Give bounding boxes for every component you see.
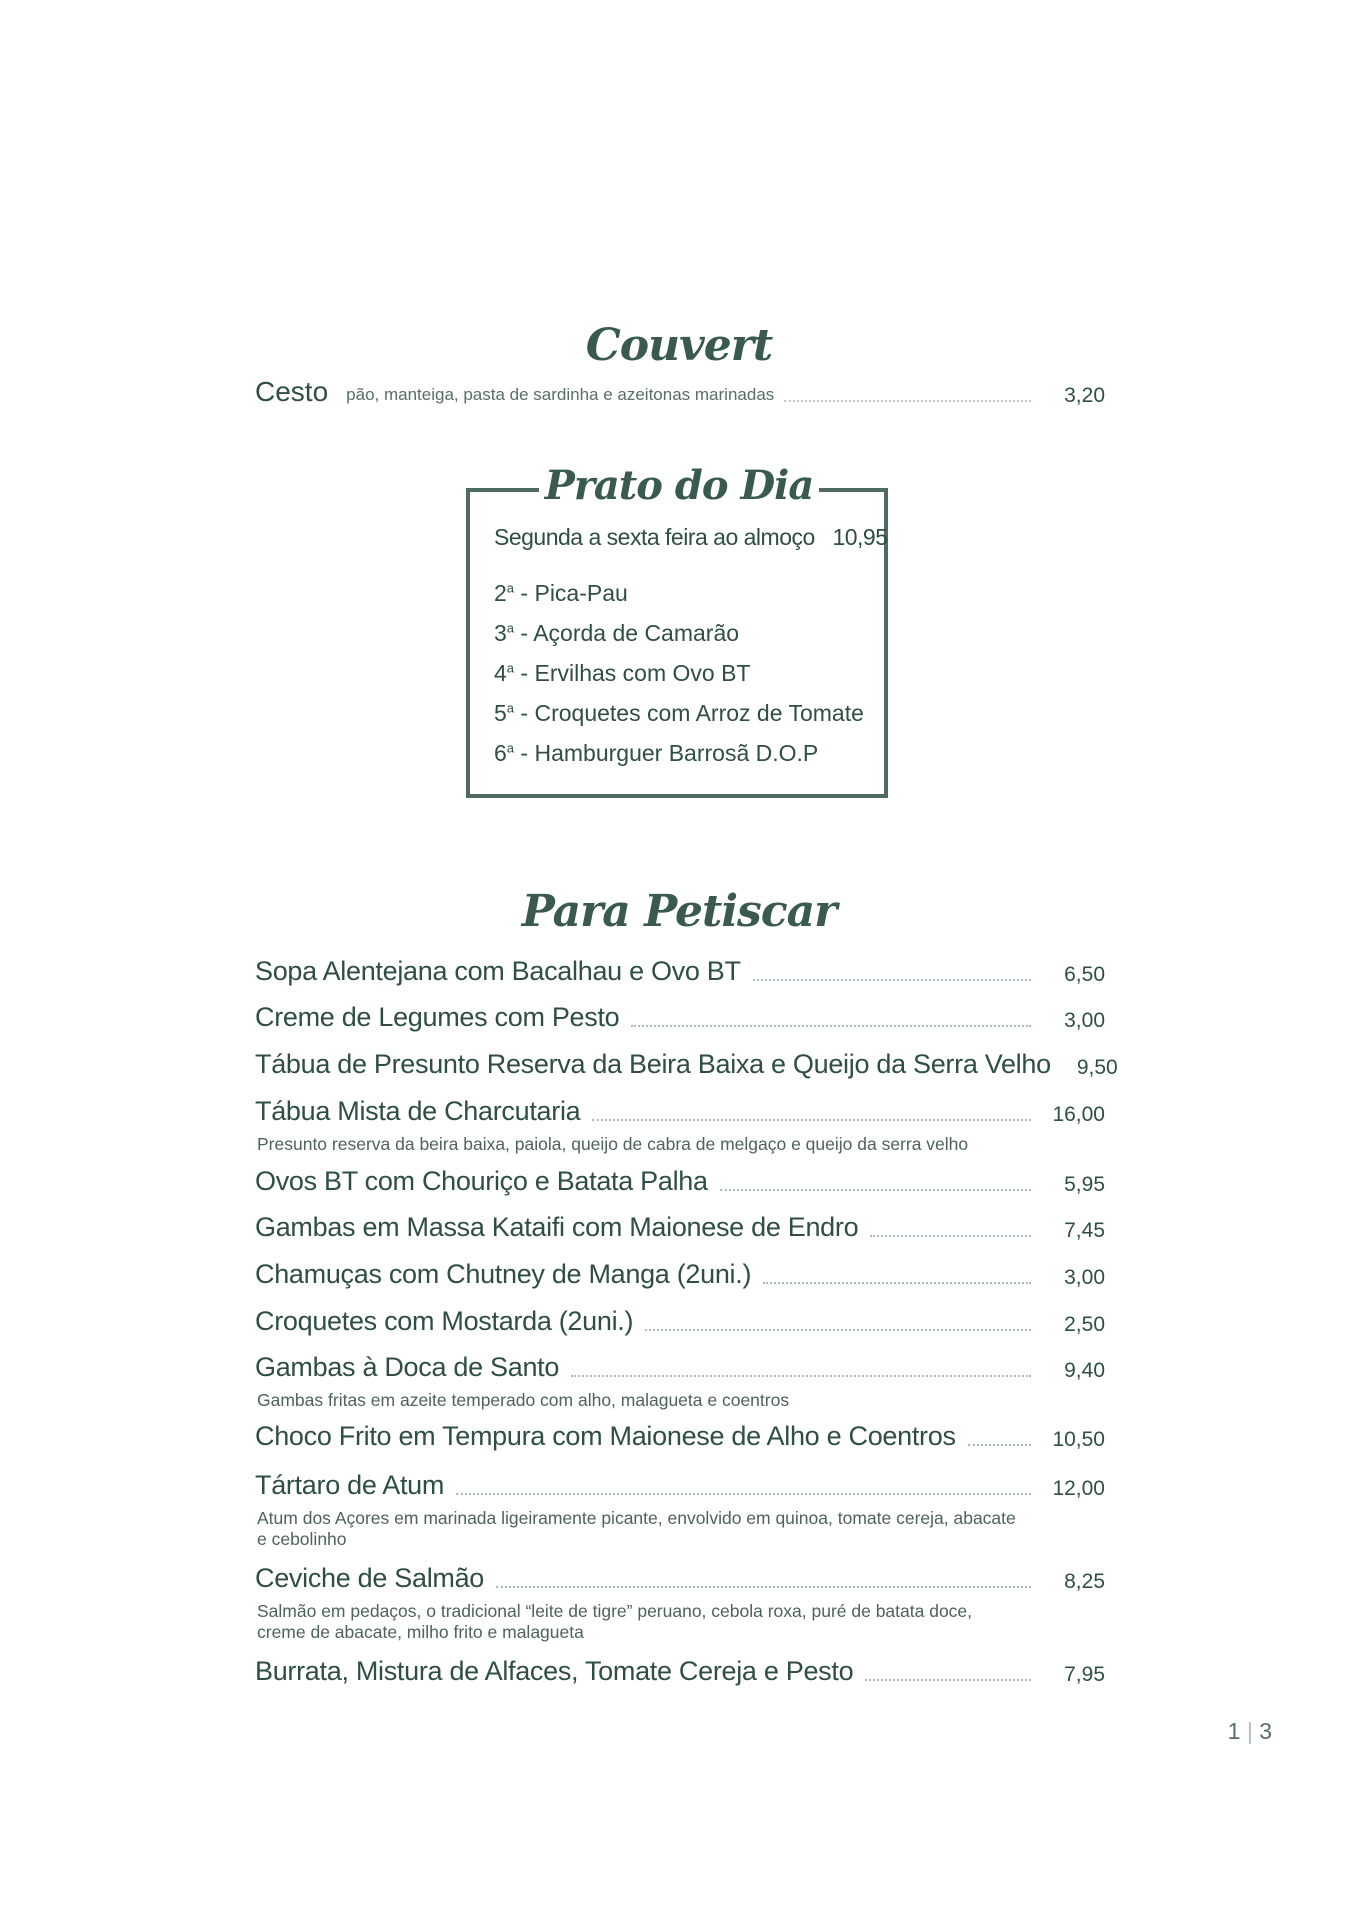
dotted-leader — [763, 1281, 1031, 1284]
item-name: Tártaro de Atum — [255, 1470, 445, 1500]
item-price: 9,40 — [1064, 1359, 1105, 1382]
item-name: Gambas à Doca de Santo — [255, 1352, 560, 1382]
day-ordinal: a — [506, 580, 515, 596]
day-number: 4 — [494, 660, 507, 686]
item-price: 3,20 — [1064, 384, 1105, 407]
item-name: Cesto — [255, 376, 329, 407]
item-price: 7,45 — [1064, 1219, 1105, 1242]
menu-item — [255, 1421, 1105, 1452]
prato-do-dia-title: Prato do Dia — [539, 462, 820, 509]
item-name: Burrata, Mistura de Alfaces, Tomate Cereja e Pesto — [255, 1656, 854, 1686]
day-number: 6 — [494, 740, 507, 766]
item-price: 9,50 — [1076, 1056, 1118, 1079]
prato-do-dia-title-wrap — [0, 462, 1358, 509]
dotted-leader — [784, 399, 1031, 402]
dotted-leader — [865, 1678, 1031, 1681]
day-ordinal: a — [506, 700, 515, 716]
prato-do-dia-item: 2$^a$ - Pica-Pau — [494, 580, 628, 606]
prato-do-dia-subtitle-line — [494, 524, 888, 551]
day-number: 3 — [494, 620, 507, 646]
dotted-leader — [870, 1234, 1031, 1237]
item-price: 3,00 — [1064, 1009, 1105, 1032]
menu-item — [255, 1049, 1118, 1080]
menu-item — [255, 1259, 1105, 1290]
page-separator: | — [1246, 1718, 1253, 1744]
item-description: Atum dos Açores em marinada ligeiramente picante, envolvido em quinoa, tomate cereja, abacate e cebolinho — [257, 1508, 1016, 1549]
item-price: 12,00 — [1052, 1477, 1105, 1500]
prato-do-dia-item: 4$^a$ - Ervilhas com Ovo BT — [494, 660, 751, 686]
item-description: Gambas fritas em azeite temperado com alho, malagueta e coentros — [257, 1390, 790, 1410]
dotted-leader — [571, 1374, 1031, 1377]
item-price: 10,50 — [1052, 1428, 1105, 1451]
dotted-leader — [496, 1585, 1031, 1588]
item-name: Ceviche de Salmão — [255, 1563, 485, 1593]
menu-item — [255, 1306, 1105, 1337]
page-total: 3 — [1259, 1718, 1272, 1744]
menu-item — [255, 956, 1105, 987]
item-price: 8,25 — [1064, 1570, 1105, 1593]
item-name: Creme de Legumes com Pesto — [255, 1002, 620, 1032]
day-dish: Açorda de Camarão — [533, 620, 740, 646]
day-dish: Ervilhas com Ovo BT — [534, 660, 751, 686]
para-petiscar-title: Para Petiscar — [521, 886, 837, 937]
item-name: Croquetes com Mostarda (2uni.) — [255, 1306, 634, 1336]
dotted-leader — [968, 1443, 1031, 1446]
dotted-leader — [631, 1024, 1031, 1027]
menu-item — [255, 1656, 1105, 1687]
prato-do-dia-subtitle: Segunda a sexta feira ao almoço — [494, 524, 815, 550]
page-number — [1228, 1718, 1272, 1745]
prato-do-dia-item: 6$^a$ - Hamburguer Barrosã D.O.P — [494, 740, 819, 766]
menu-item — [255, 1352, 1105, 1383]
item-name: Tábua Mista de Charcutaria — [255, 1096, 581, 1126]
day-dish: Pica-Pau — [534, 580, 628, 606]
item-name: Choco Frito em Tempura com Maionese de Alho e Coentros — [255, 1421, 956, 1451]
day-number: 5 — [494, 700, 507, 726]
couvert-item — [255, 376, 1105, 408]
item-description: Presunto reserva da beira baixa, paiola, queijo de cabra de melgaço e queijo da serra velho — [257, 1134, 969, 1154]
item-name: Ovos BT com Chouriço e Batata Palha — [255, 1166, 708, 1196]
item-name: Sopa Alentejana com Bacalhau e Ovo BT — [255, 956, 741, 986]
prato-do-dia-price: 10,95 — [832, 524, 888, 550]
item-name: Gambas em Massa Kataifi com Maionese de Endro — [255, 1212, 859, 1242]
item-name: Tábua de Presunto Reserva da Beira Baixa e Queijo da Serra Velho — [255, 1049, 1051, 1079]
menu-item — [255, 1166, 1105, 1197]
menu-item — [255, 1002, 1105, 1033]
item-price: 2,50 — [1064, 1313, 1105, 1336]
item-price: 16,00 — [1052, 1103, 1105, 1126]
dotted-leader — [720, 1188, 1031, 1191]
day-number: 2 — [494, 580, 507, 606]
item-price: 6,50 — [1064, 963, 1105, 986]
page-current: 1 — [1227, 1718, 1241, 1744]
prato-do-dia-item: 5$^a$ - Croquetes com Arroz de Tomate — [494, 700, 864, 726]
day-dish: Croquetes com Arroz de Tomate — [534, 700, 864, 726]
item-price: 3,00 — [1064, 1266, 1105, 1289]
dotted-leader — [456, 1492, 1031, 1495]
menu-item — [255, 1563, 1105, 1594]
day-ordinal: a — [506, 620, 515, 636]
item-price: 7,95 — [1064, 1663, 1105, 1686]
item-price: 5,95 — [1064, 1173, 1105, 1196]
day-dish: Hamburguer Barrosã D.O.P — [534, 740, 819, 766]
dotted-leader — [592, 1118, 1031, 1121]
menu-item — [255, 1096, 1105, 1127]
item-name: Chamuças com Chutney de Manga (2uni.) — [255, 1259, 752, 1289]
dotted-leader — [645, 1328, 1031, 1331]
day-ordinal: a — [506, 660, 515, 676]
couvert-title: Couvert — [585, 320, 773, 371]
menu-item — [255, 1212, 1105, 1243]
item-description: pão, manteiga, pasta de sardinha e azeitonas marinadas — [346, 385, 775, 404]
menu-item — [255, 1470, 1105, 1501]
day-ordinal: a — [506, 740, 515, 756]
dotted-leader — [753, 978, 1031, 981]
prato-do-dia-item: 3$^a$ - Açorda de Camarão — [494, 620, 740, 646]
item-description: Salmão em pedaços, o tradicional “leite de tigre” peruano, cebola roxa, puré de batata doce, creme de abacate, milho frito e malagueta — [257, 1601, 973, 1642]
